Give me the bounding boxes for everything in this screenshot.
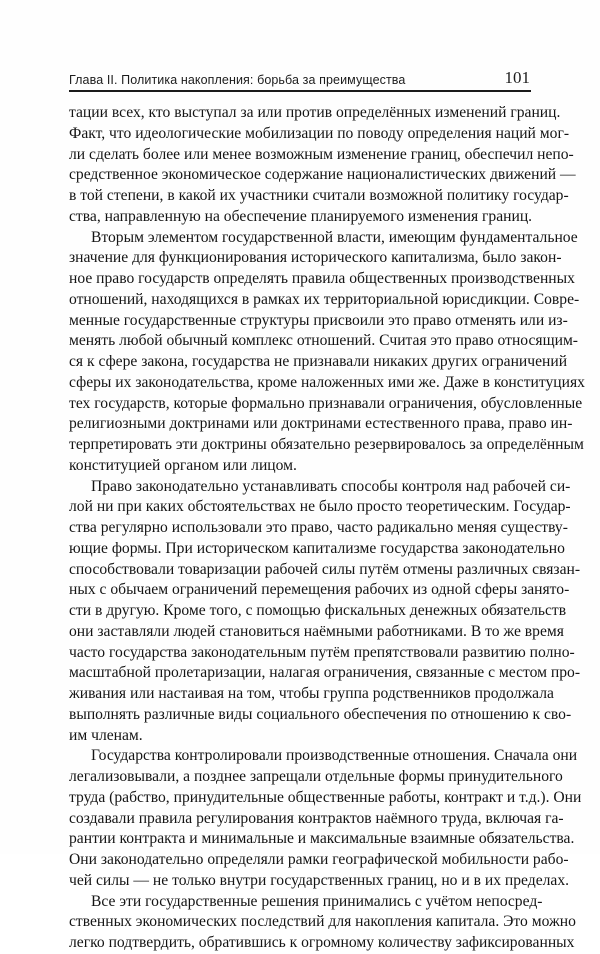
text-line: масштабной пролетаризации, налагая ограничения, связанные с местом про- — [69, 664, 581, 682]
text-line: Право законодательно устанавливать способы контроля над рабочей си- — [91, 477, 571, 495]
text-line: живания или настаивая на том, чтобы группа родственников продолжала — [69, 685, 554, 702]
text-line: Вторым элементом государственной власти, имеющим фундаментальное — [91, 228, 578, 246]
text-line: лой ни при каких обстоятельствах не было просто теоретическим. Государ- — [69, 498, 571, 516]
text-line: ли сделать более или менее возможным изменение границ, обеспечил непо- — [69, 145, 574, 163]
text-line: ства регулярно использовали это право, часто радикально меняя существу- — [69, 519, 568, 536]
text-line: терпретировать эти доктрины обязательно резервировалось за определённым — [69, 436, 584, 453]
text-line: они заставляли людей становиться наёмными работниками. В то же время — [69, 622, 564, 640]
text-line: в той степени, в какой их участники считали возможной политику государ- — [69, 187, 569, 204]
text-line: конституцией органом или лицом. — [69, 456, 297, 474]
text-line: часто государства законодательным путём препятствовали развитию полно- — [69, 643, 575, 661]
text-line: тех государств, которые формально признавали ограничения, обусловленные — [69, 394, 583, 412]
text-line: ства, направленную на обеспечение планируемого изменения границ. — [69, 207, 533, 225]
text-line: Все эти государственные решения принимались с учётом непосред- — [91, 892, 543, 910]
text-line: сти в другую. Кроме того, с помощью фискальных денежных обязательств — [69, 602, 567, 619]
text-line: способствовали товаризации рабочей силы путём отмены различных связан- — [69, 560, 581, 578]
text-line: Государства контролировали производственные отношения. Сначала они — [91, 747, 578, 765]
text-line: ющие формы. При историческом капитализме государства законодательно — [69, 539, 565, 557]
text-line: рантии контракта и минимальные и максимальные взаимные обязательства. — [69, 830, 575, 848]
text-line: им членам. — [69, 726, 143, 744]
text-line: ное право государств определять правила общественных производственных — [69, 270, 575, 287]
text-line: выполнять различные виды социального обеспечения по отношению к сво- — [69, 705, 572, 723]
text-line: Они законодательно определяли рамки географической мобильности рабо- — [69, 851, 569, 868]
text-line: чей силы — не только внутри государственных границ, но и в их пределах. — [69, 871, 570, 889]
body-text — [69, 103, 585, 954]
text-line: легализовывали, а позднее запрещали отдельные формы принудительного — [69, 768, 563, 785]
text-line: средственное экономическое содержание националистических движений — — [69, 166, 576, 184]
text-line: тации всех, кто выступал за или против определённых изменений границ. — [69, 104, 561, 121]
text-line: ных с обычаем ограничений перемещения рабочих из одной сферы занято- — [69, 581, 570, 599]
text-line: сферы их законодательства, кроме наложенных ими же. Даже в конституциях — [69, 373, 585, 391]
text-line: Факт, что идеологические мобилизации по поводу определения наций мог- — [69, 124, 570, 142]
chapter-title: Глава II. Политика накопления: борьба за преимущества — [69, 73, 406, 87]
text-line: менные государственные структуры присвоили это право отменять или из- — [69, 311, 568, 329]
text-line: ственных экономических последствий для накопления капитала. Это можно — [69, 913, 576, 931]
running-head — [69, 66, 531, 92]
text-line: создавали правила регулирования контрактов наёмного труда, включая га- — [69, 809, 564, 827]
text-line: ся к сфере закона, государства не признавали никаких других ограничений — [69, 353, 568, 370]
text-line: значение для функционирования исторического капитализма, было закон- — [69, 249, 562, 267]
text-line: легко подтвердить, обратившись к огромному количеству зафиксированных — [69, 934, 575, 951]
text-line: религиозными доктринами или доктринами естественного права, право ин- — [69, 415, 573, 433]
page-number: 101 — [504, 68, 530, 87]
text-line: труда (рабство, принудительные общественные работы, контракт и т.д.). Они — [69, 788, 582, 806]
text-line: отношений, находящихся в рамках их территориальной юрисдикции. Совре- — [69, 290, 580, 308]
text-line: менять любой обычный комплекс отношений. Считая это право относящим- — [69, 332, 579, 350]
